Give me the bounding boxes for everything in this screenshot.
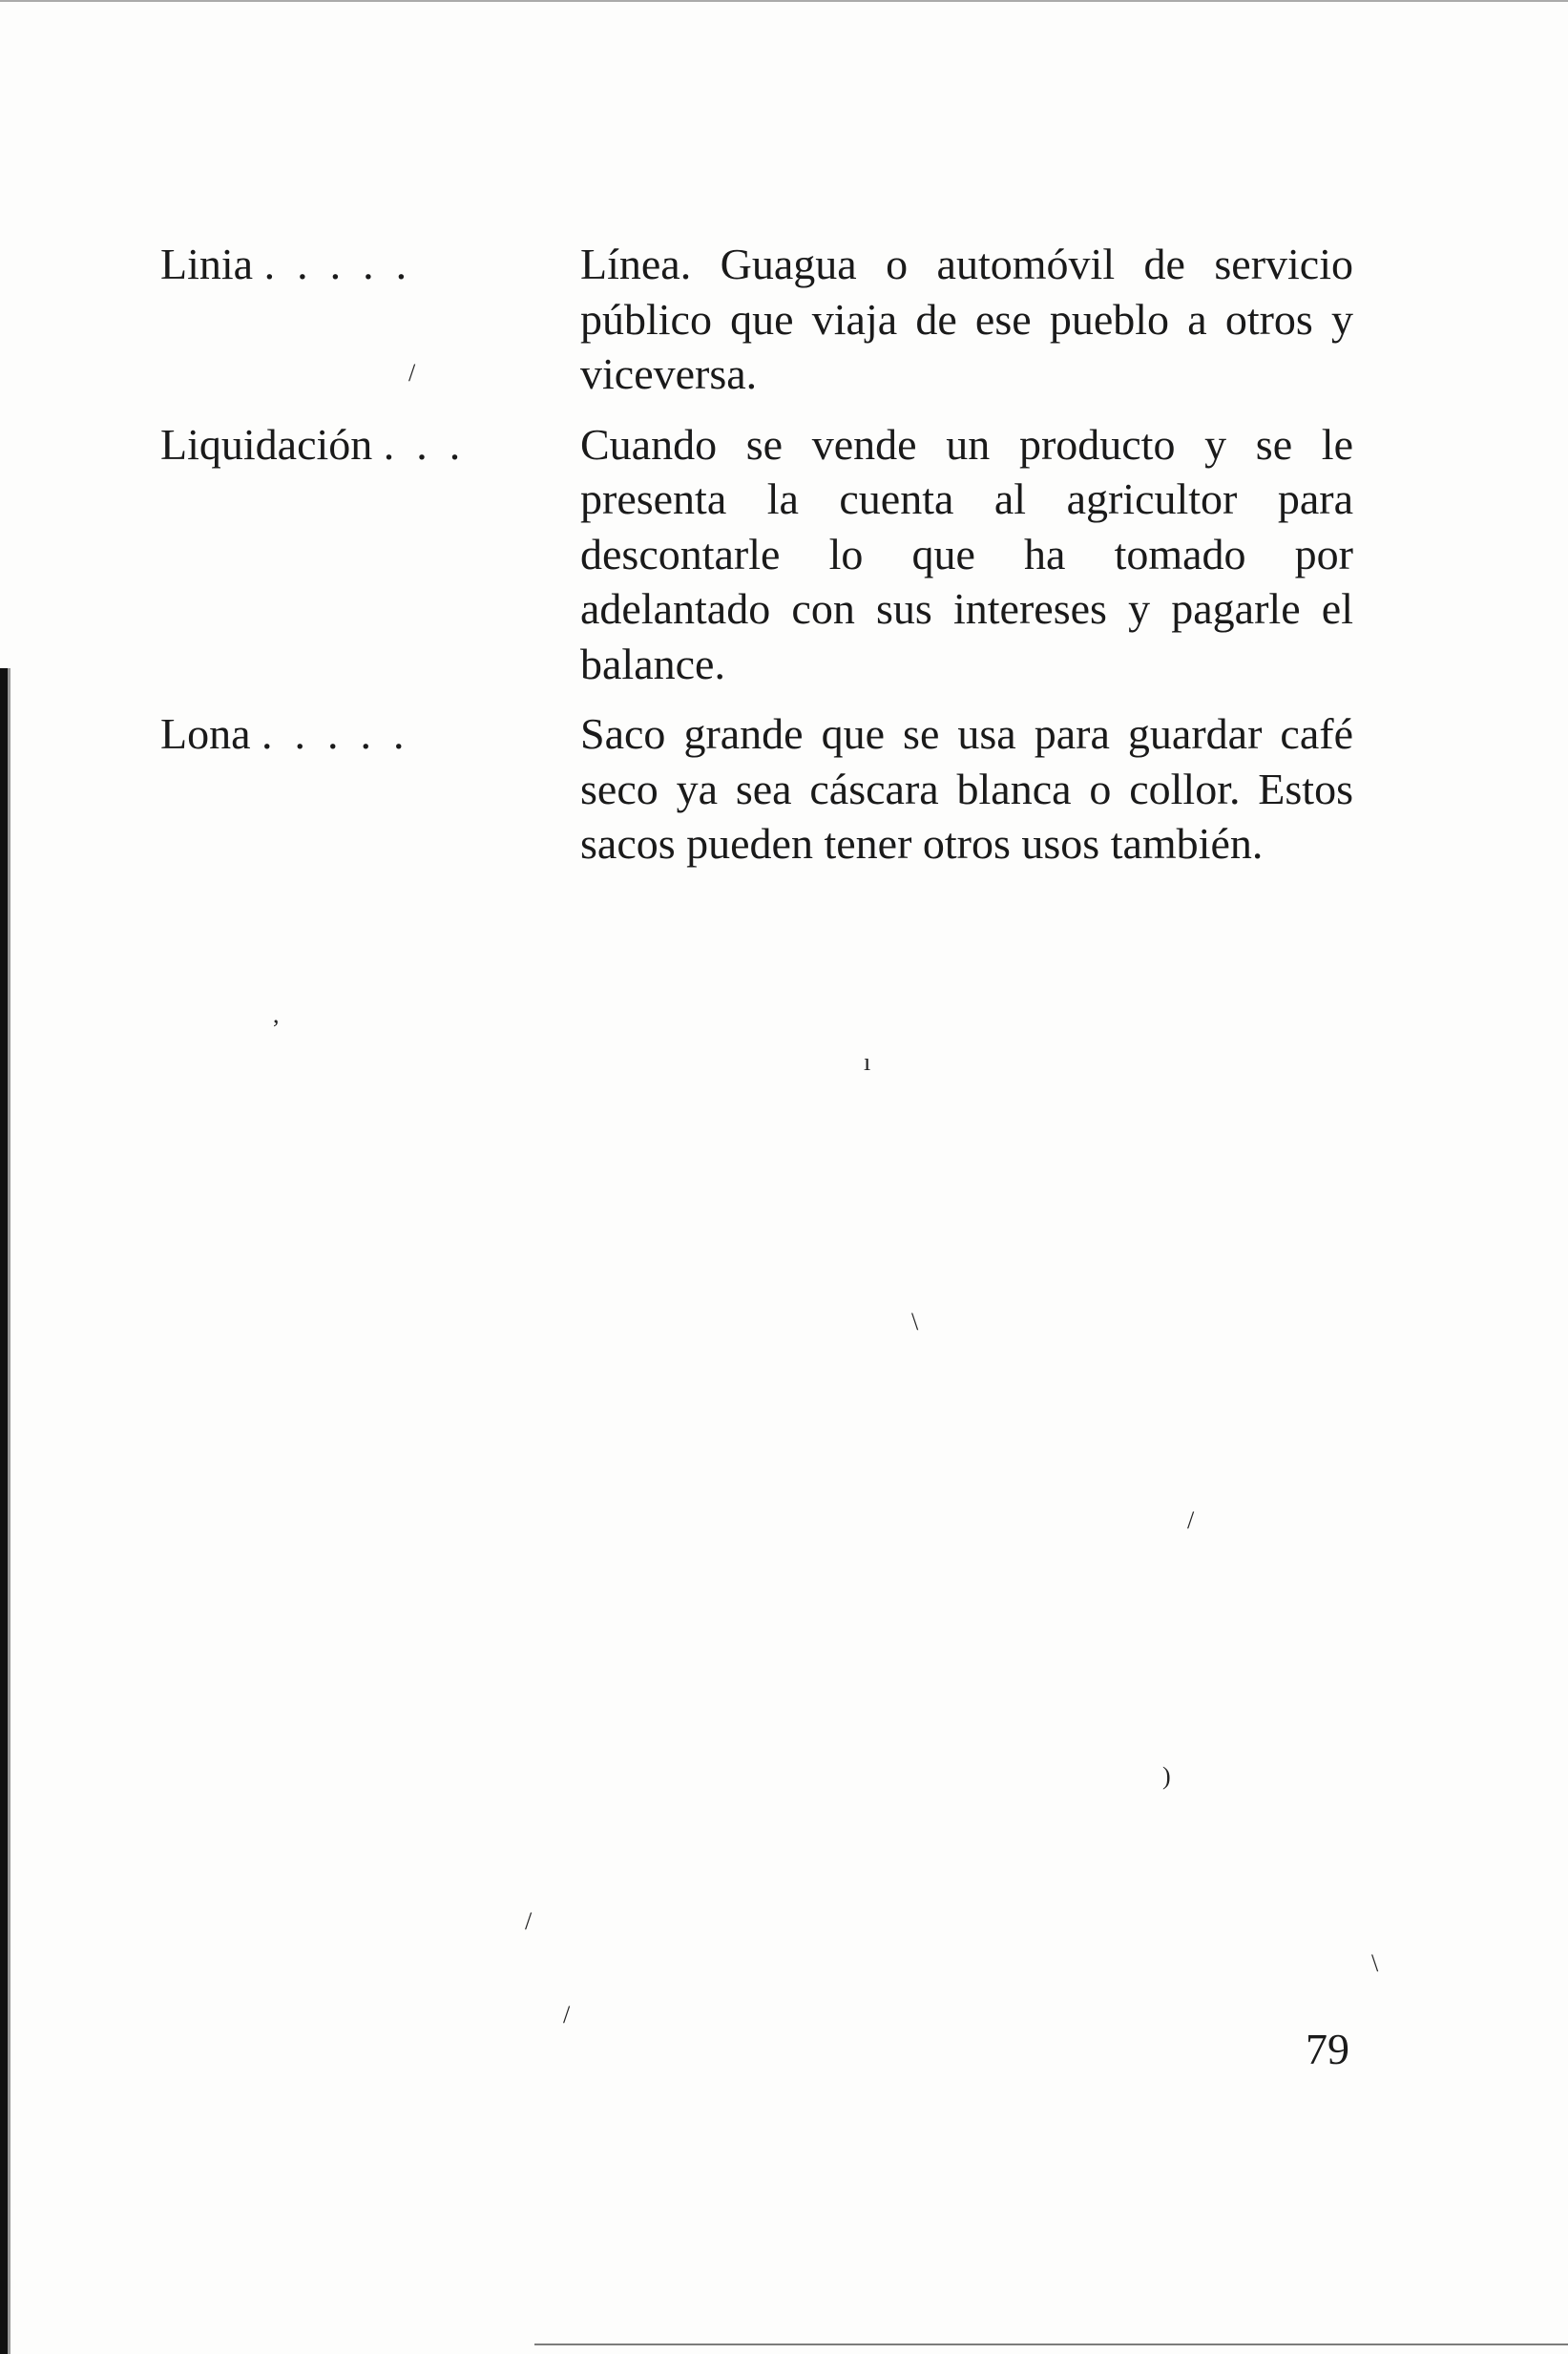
term-leader: . . . . . xyxy=(250,709,405,758)
glossary-definition: Saco grande que se usa para guardar café seco ya sea cáscara blanca o collor. Estos sacos pueden tener otros usos también. xyxy=(580,709,1353,868)
glossary-term xyxy=(160,706,580,762)
scan-speck: / xyxy=(1187,1506,1195,1534)
term-leader: . . . xyxy=(372,419,461,469)
scan-speck: \ xyxy=(1371,1949,1379,1977)
scan-speck: / xyxy=(563,2001,571,2028)
term-leader: . . . . . xyxy=(253,240,408,288)
glossary-entry xyxy=(160,417,1353,692)
scan-speck: / xyxy=(408,359,416,387)
scan-speck: ) xyxy=(1162,1762,1171,1790)
scan-speck: , xyxy=(273,1000,280,1028)
scan-left-edge-shadow xyxy=(8,668,10,2354)
glossary-entry xyxy=(160,706,1353,872)
term-word: Linia xyxy=(160,240,254,288)
glossary-definition: Cuando se vende un producto y se le presenta la cuenta al agricultor para descontarle lo que ha tomado por adelantado con sus intereses y pagarle el balance. xyxy=(580,419,1353,688)
glossary-term xyxy=(160,237,580,292)
glossary-definition: Línea. Guagua o automóvil de servicio público que viaja de ese pueblo a otros y viceversa. xyxy=(580,240,1353,398)
term-word: Liquidación xyxy=(160,419,373,469)
scan-bottom-edge xyxy=(534,2343,1568,2345)
scan-top-edge xyxy=(0,0,1568,19)
scan-left-edge xyxy=(0,668,8,2354)
glossary xyxy=(160,237,1353,887)
scan-speck: \ xyxy=(911,1308,919,1335)
glossary-entry xyxy=(160,237,1353,402)
term-word: Lona xyxy=(160,709,251,758)
glossary-term xyxy=(160,417,580,473)
page-number: 79 xyxy=(1306,2025,1349,2073)
scan-speck: ı xyxy=(864,1048,871,1076)
scan-speck: / xyxy=(525,1907,533,1935)
